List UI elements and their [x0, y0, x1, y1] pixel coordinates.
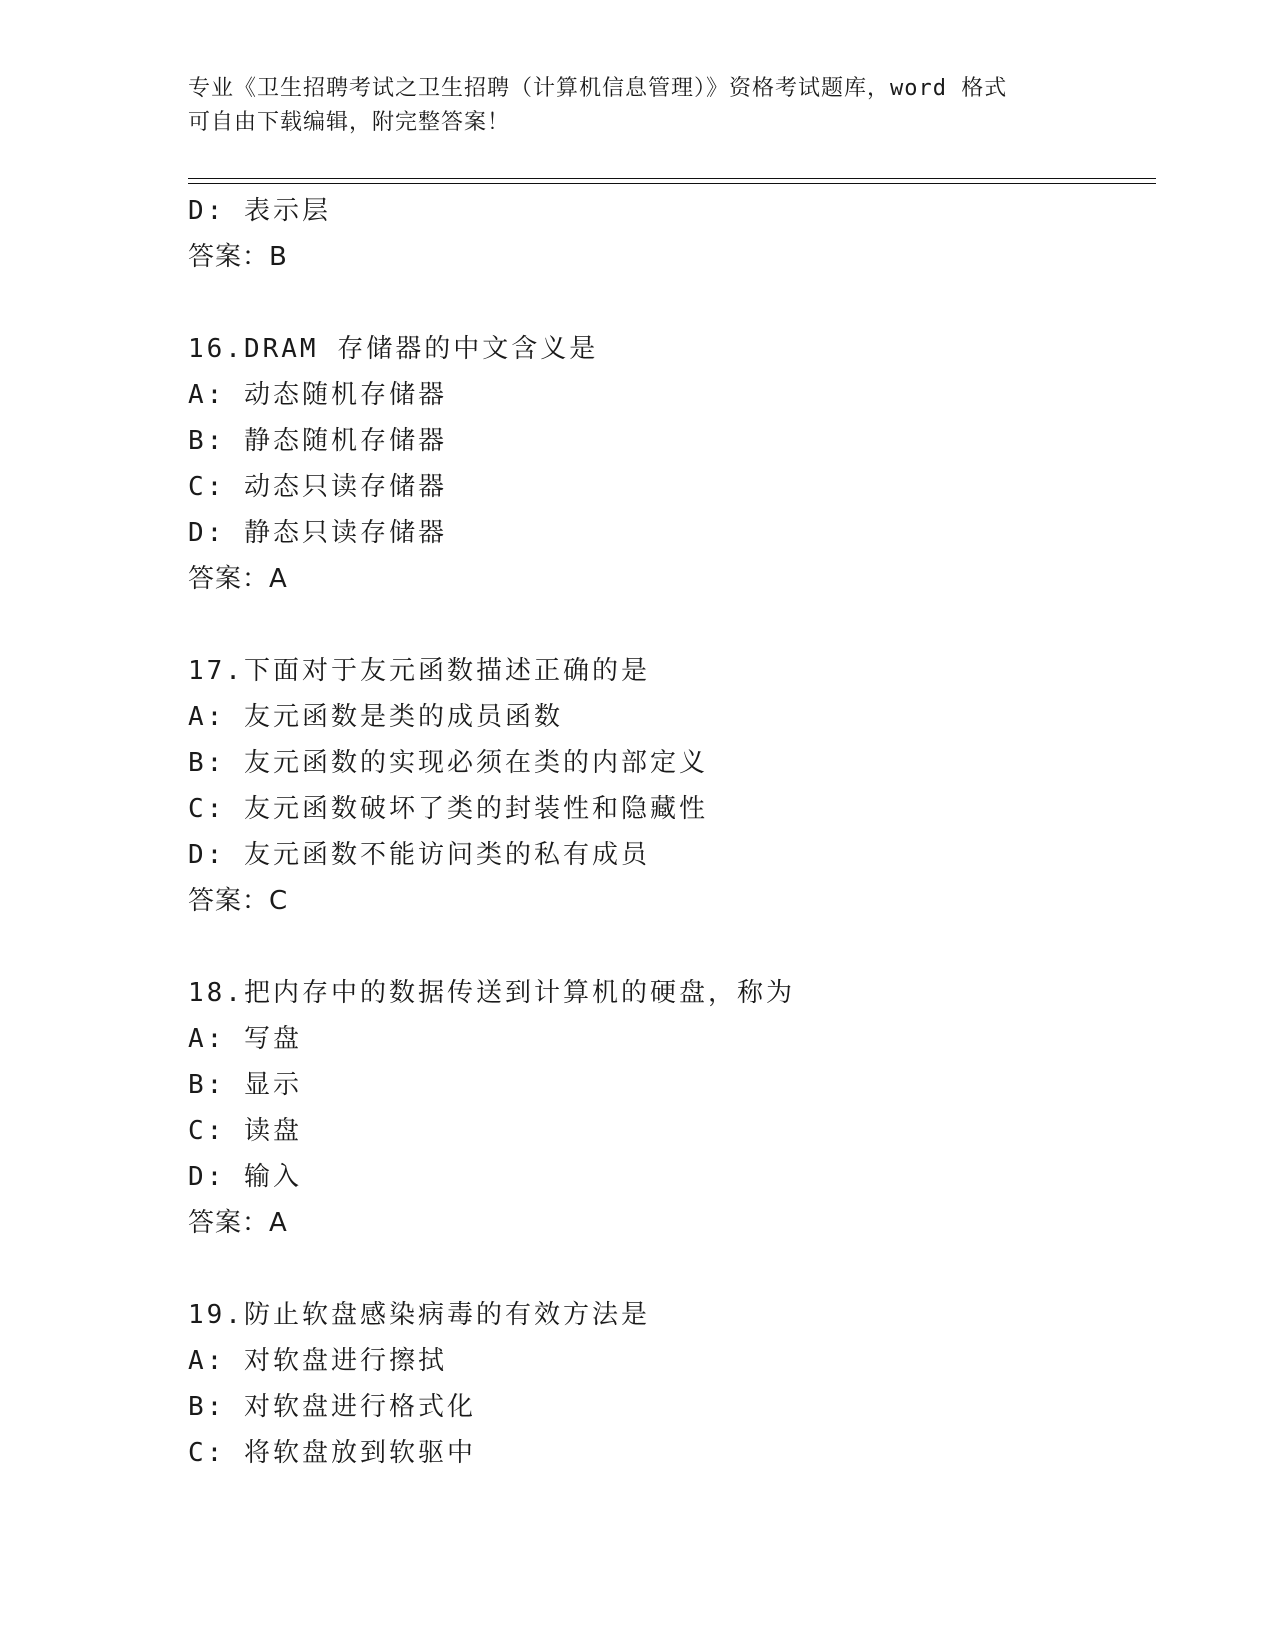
spacer	[188, 924, 1156, 970]
option-a: A: 写盘	[188, 1024, 302, 1054]
answer: 答案：A	[188, 1208, 288, 1238]
spacer	[188, 280, 1156, 326]
option-c: C: 将软盘放到软驱中	[188, 1438, 476, 1468]
option-c: C: 读盘	[188, 1116, 302, 1146]
header-line-2: 可自由下载编辑，附完整答案！	[188, 110, 511, 135]
question-17	[188, 648, 1156, 924]
option-b: B: 显示	[188, 1070, 302, 1100]
question-stem: 18.把内存中的数据传送到计算机的硬盘，称为	[188, 978, 795, 1008]
option-b: B: 静态随机存储器	[188, 426, 447, 456]
question-16	[188, 326, 1156, 602]
carryover-option-d: D: 表示层	[188, 196, 331, 226]
question-stem: 17.下面对于友元函数描述正确的是	[188, 656, 650, 686]
carryover-answer: 答案：B	[188, 242, 288, 272]
option-a: A: 对软盘进行擦拭	[188, 1346, 447, 1376]
question-list	[188, 188, 1156, 1476]
document-header	[188, 72, 1088, 140]
option-a: A: 友元函数是类的成员函数	[188, 702, 563, 732]
option-d: D: 友元函数不能访问类的私有成员	[188, 840, 650, 870]
question-19	[188, 1292, 1156, 1476]
option-b: B: 友元函数的实现必须在类的内部定义	[188, 748, 708, 778]
spacer	[188, 1246, 1156, 1292]
header-divider-bottom	[188, 183, 1156, 184]
option-c: C: 友元函数破坏了类的封装性和隐藏性	[188, 794, 708, 824]
option-d: D: 输入	[188, 1162, 302, 1192]
option-c: C: 动态只读存储器	[188, 472, 447, 502]
answer: 答案：C	[188, 886, 289, 916]
header-line-1: 专业《卫生招聘考试之卫生招聘（计算机信息管理）》资格考试题库，word 格式	[188, 76, 1008, 101]
option-b: B: 对软盘进行格式化	[188, 1392, 476, 1422]
question-stem: 16.DRAM 存储器的中文含义是	[188, 334, 599, 364]
option-d: D: 静态只读存储器	[188, 518, 447, 548]
question-stem: 19.防止软盘感染病毒的有效方法是	[188, 1300, 650, 1330]
question-18	[188, 970, 1156, 1246]
option-a: A: 动态随机存储器	[188, 380, 447, 410]
answer: 答案：A	[188, 564, 288, 594]
header-divider-top	[188, 178, 1156, 179]
spacer	[188, 602, 1156, 648]
